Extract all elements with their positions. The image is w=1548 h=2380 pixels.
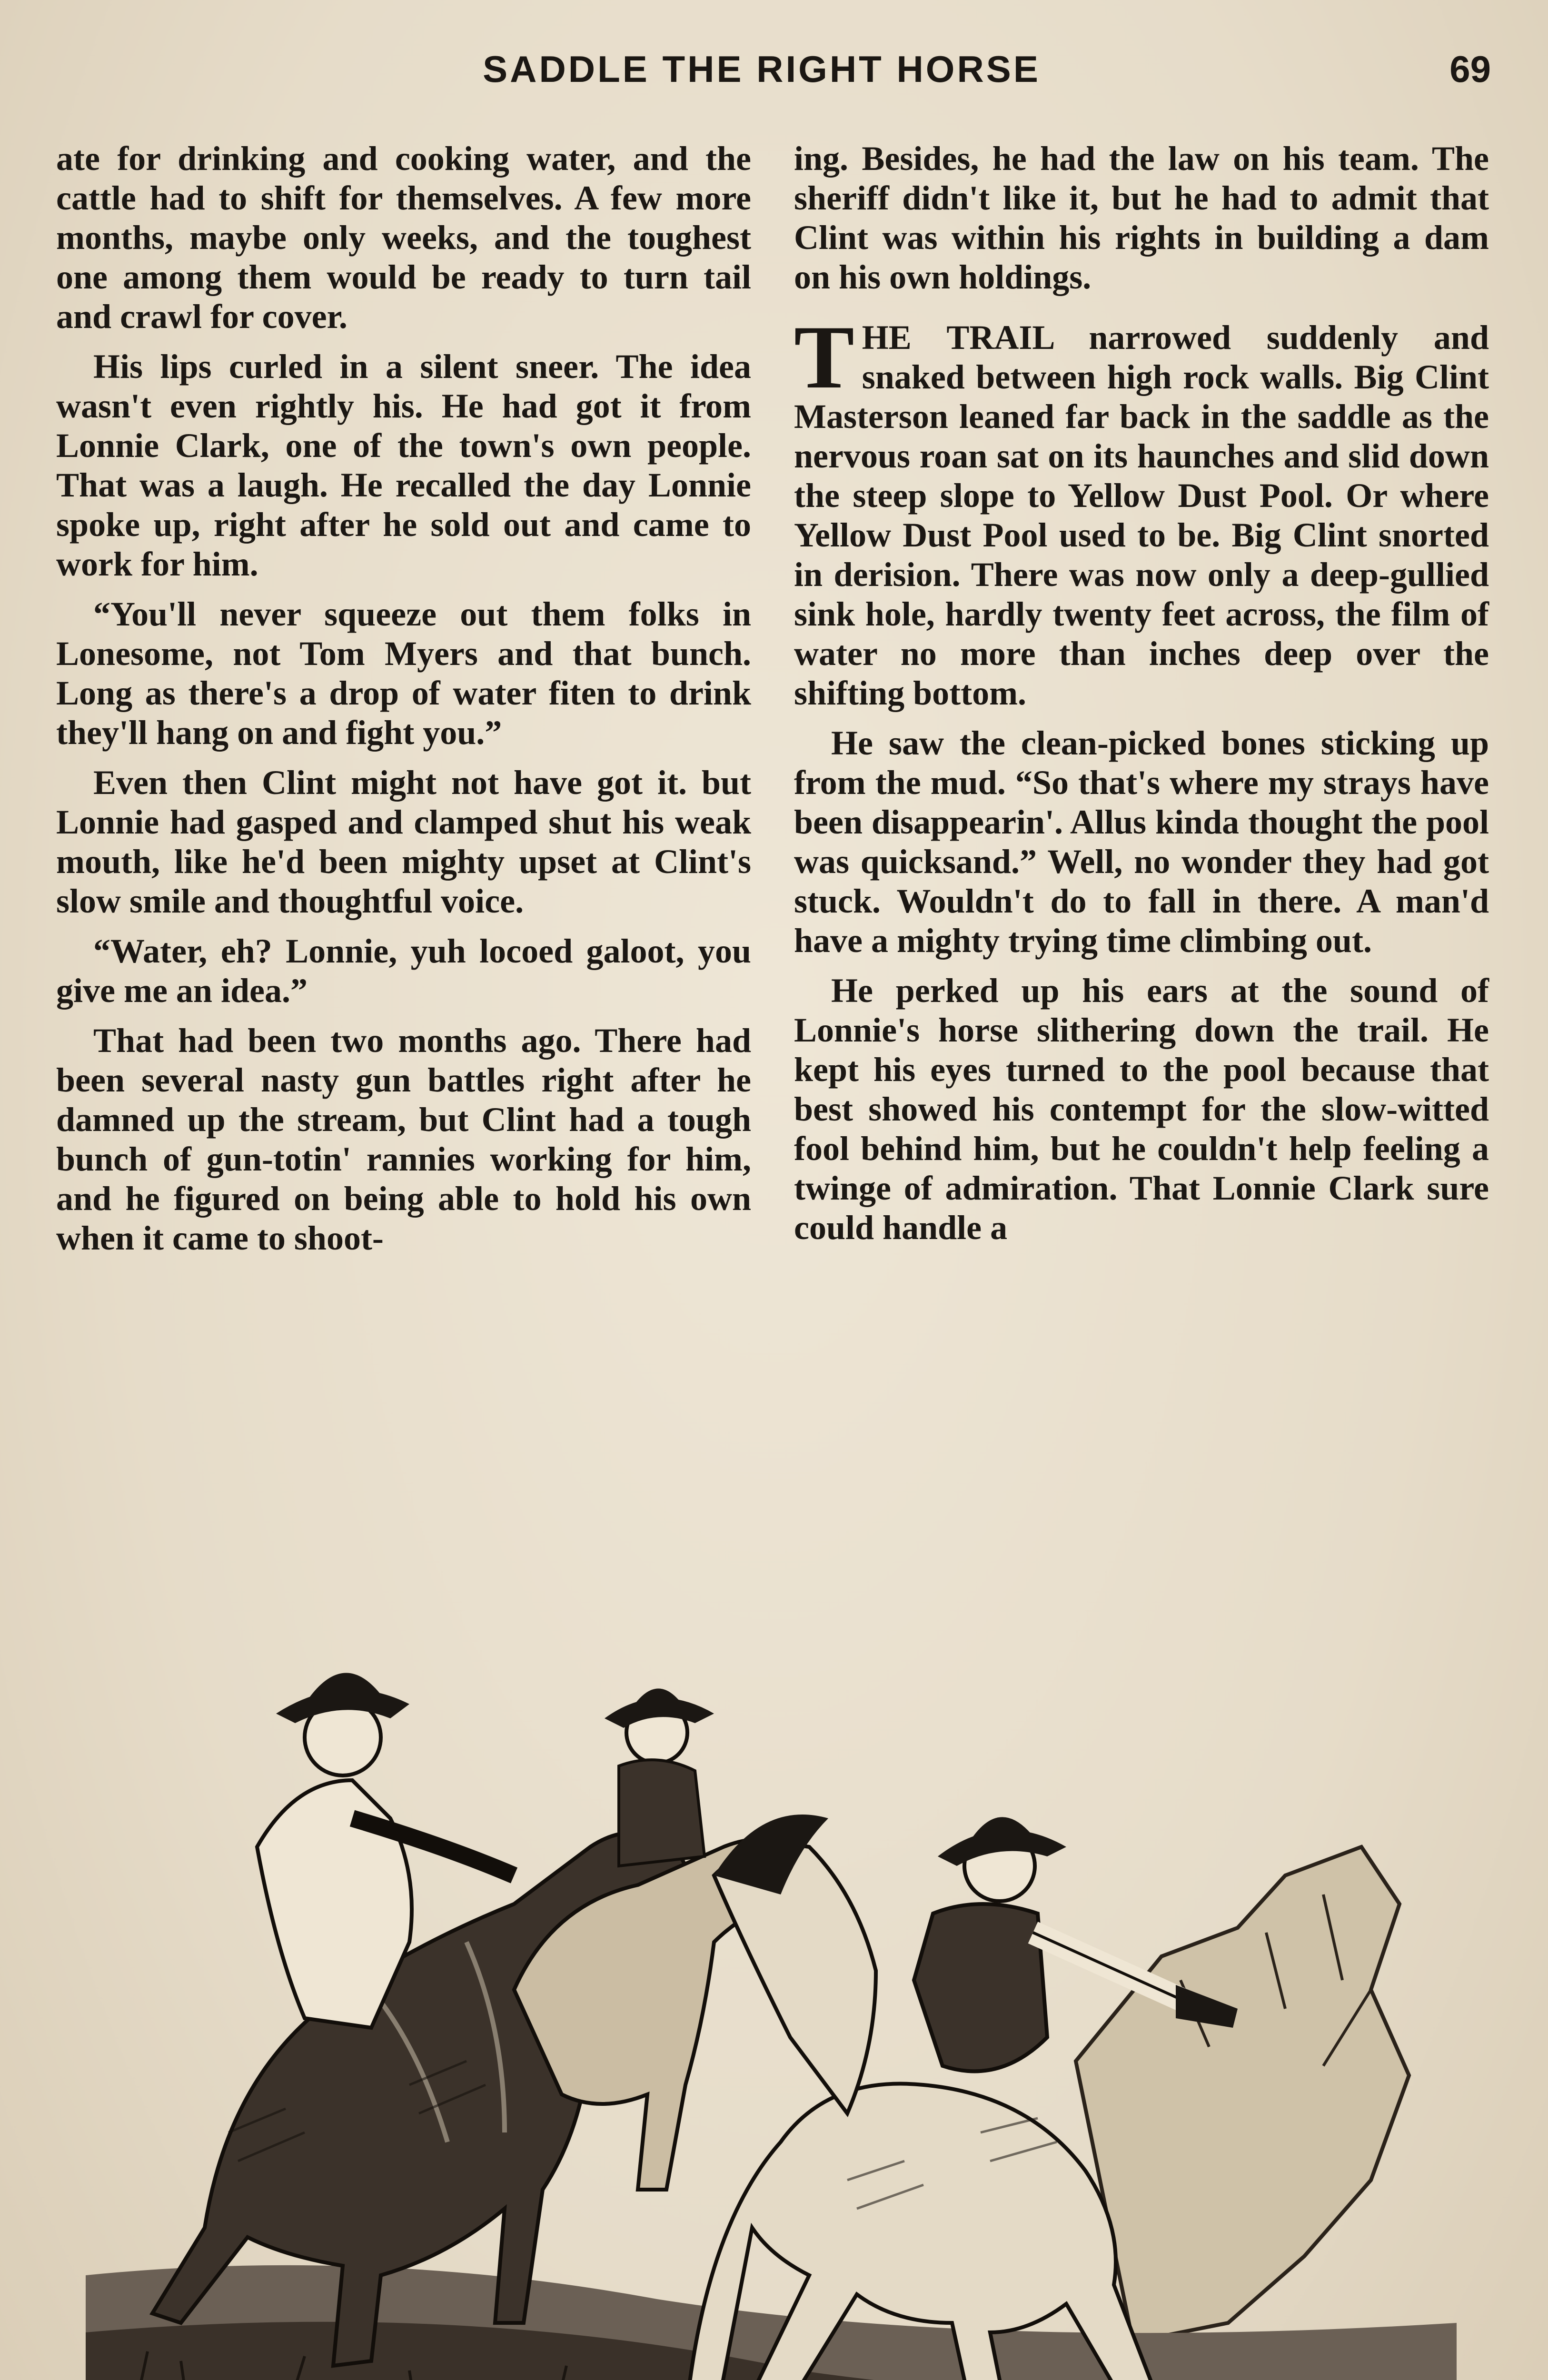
paragraph: His lips curled in a silent sneer. The idea wasn't even rightly his. He had got it from Lonnie Clark, one of the town's own people. That was a laugh. He recalled the day Lonnie spoke up, right after he sold out and came to work for him.: [56, 347, 751, 583]
right-column: [794, 139, 1489, 1258]
cowboys-on-horseback-illustration: [86, 1514, 1457, 2380]
section-opening-text: HE TRAIL narrowed suddenly and snaked between high rock walls. Big Clint Masterson leaned far back in the saddle as the nervous roan sat on its haunches and slid down the steep slope to Yellow Dust Pool. Or where Yellow Dust Pool used to be. Big Clint snorted in derision. There was now only a deep-gullied sink hole, hardly twenty feet across, the film of water no more than inches deep over the shifting bottom.: [794, 318, 1489, 712]
paragraph: “You'll never squeeze out them folks in Lonesome, not Tom Myers and that bunch. Long as there's a drop of water fiten to drink they'll hang on and fight you.”: [56, 595, 751, 752]
paragraph: He saw the clean-picked bones sticking up from the mud. “So that's where my strays have been disappearin'. Allus kinda thought the pool was quicksand.” Well, no wonder they had got stuck. Wouldn't do to fall in there. A man'd have a mighty trying time climbing out.: [794, 724, 1489, 960]
paragraph: That had been two months ago. There had been several nasty gun battles right after he damned up the stream, but Clint had a tough bunch of gun-totin' rannies working for him, and he figured on being able to hold his own when it came to shoot-: [56, 1021, 751, 1257]
paragraph: Even then Clint might not have got it. but Lonnie had gasped and clamped shut his weak mouth, like he'd been mighty upset at Clint's slow smile and thoughtful voice.: [56, 764, 751, 920]
paragraph: “Water, eh? Lonnie, yuh locoed galoot, you give me an idea.”: [56, 932, 751, 1010]
left-column: [56, 139, 751, 1269]
running-head: [0, 48, 1548, 100]
drop-cap: T: [794, 307, 854, 407]
running-title: SADDLE THE RIGHT HORSE: [483, 48, 1041, 90]
paragraph: He perked up his ears at the sound of Lonnie's horse slithering down the trail. He kept his eyes turned to the pool because that best showed his contempt for the slow-witted fool behind him, but he couldn't help feeling a twinge of admiration. That Lonnie Clark sure could handle a: [794, 972, 1489, 1247]
page-number: 69: [1449, 48, 1491, 90]
paragraph: ing. Besides, he had the law on his team. The sheriff didn't like it, but he had to admit that Clint was within his rights in building a dam on his own holdings.: [794, 139, 1489, 296]
paragraph: ate for drinking and cooking water, and the cattle had to shift for themselves. A few more months, maybe only weeks, and the toughest one among them would be ready to turn tail and crawl for cover.: [56, 139, 751, 336]
section-opening-paragraph: [794, 307, 1489, 713]
